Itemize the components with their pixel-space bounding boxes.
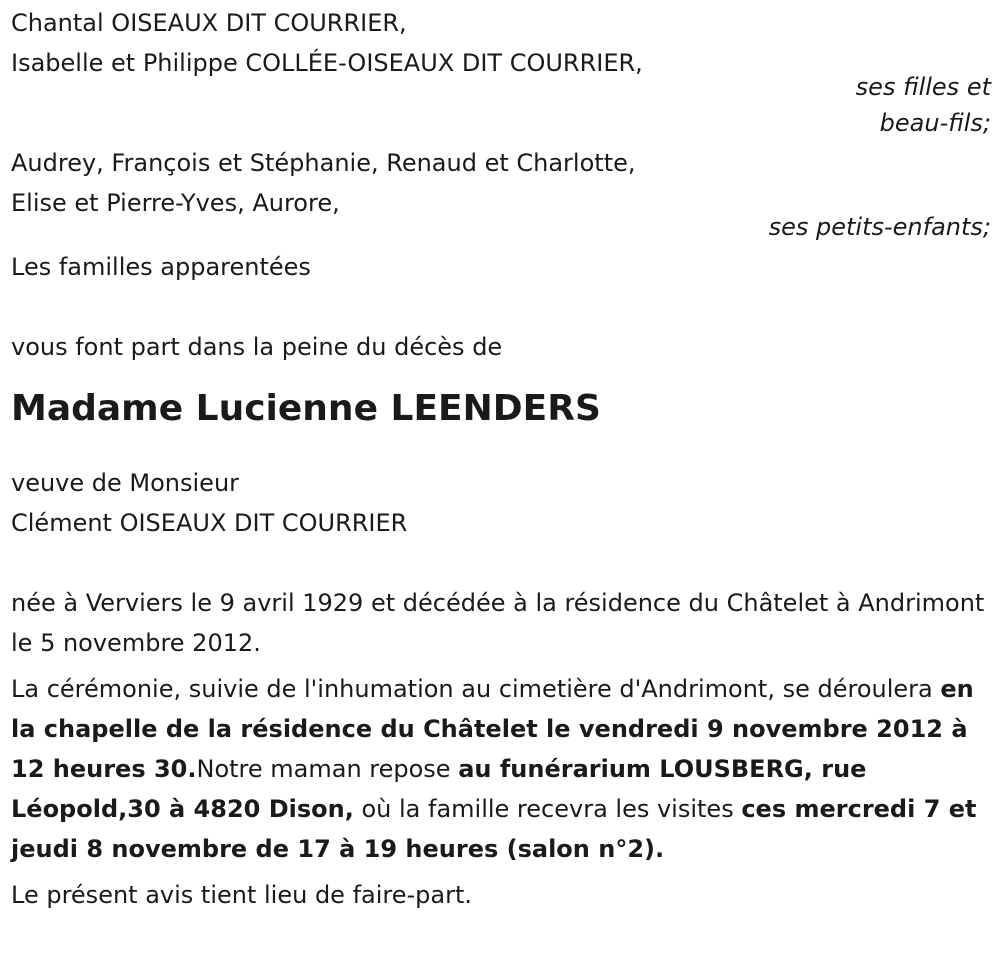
ceremony-text-3: où la famille recevra les visites	[353, 795, 742, 823]
relation-grandchildren: ses petits-enfants;	[768, 213, 991, 241]
announcement-line: vous font part dans la peine du décès de	[11, 333, 503, 361]
ceremony-paragraph	[11, 669, 991, 869]
widow-line-2: Clément OISEAUX DIT COURRIER	[11, 509, 408, 537]
deceased-name: Madame Lucienne LEENDERS	[11, 388, 601, 429]
spacer	[11, 287, 991, 327]
obituary-notice	[11, 3, 991, 915]
footer-line: Le présent avis tient lieu de faire-part.	[11, 881, 473, 909]
widow-line-1: veuve de Monsieur	[11, 469, 240, 497]
ceremony-text-1: La cérémonie, suivie de l'inhumation au cimetière d'Andrimont, se déroulera	[11, 675, 941, 703]
grandchildren-line-1: Audrey, François et Stéphanie, Renaud et Charlotte,	[11, 149, 636, 177]
ceremony-chapel-details: en la chapelle de la résidence du Châtelet le vendredi 9 novembre 2012 à 12 heures 30.	[11, 675, 974, 783]
relation-daughters-line-2: beau-fils;	[879, 109, 991, 137]
grandchildren-line-2: Elise et Pierre-Yves, Aurore,	[11, 189, 340, 217]
relation-daughters-line-1: ses filles et	[855, 73, 991, 101]
daughter-line-1: Chantal OISEAUX DIT COURRIER,	[11, 9, 407, 37]
visiting-hours-details: ces mercredi 7 et jeudi 8 novembre de 17 à 19 heures (salon n°2).	[11, 795, 977, 863]
ceremony-text-2: Notre maman repose	[196, 755, 459, 783]
spacer	[11, 429, 991, 463]
spacer	[11, 543, 991, 583]
funeral-home-details: au funérarium LOUSBERG, rue Léopold,30 à 4820 Dison,	[11, 755, 867, 823]
birth-death-paragraph: née à Verviers le 9 avril 1929 et décédée à la résidence du Châtelet à Andrimont le 5 novembre 2012.	[11, 589, 985, 657]
relatives-line: Les familles apparentées	[11, 253, 311, 281]
daughter-line-2: Isabelle et Philippe COLLÉE-OISEAUX DIT COURRIER,	[11, 49, 643, 77]
